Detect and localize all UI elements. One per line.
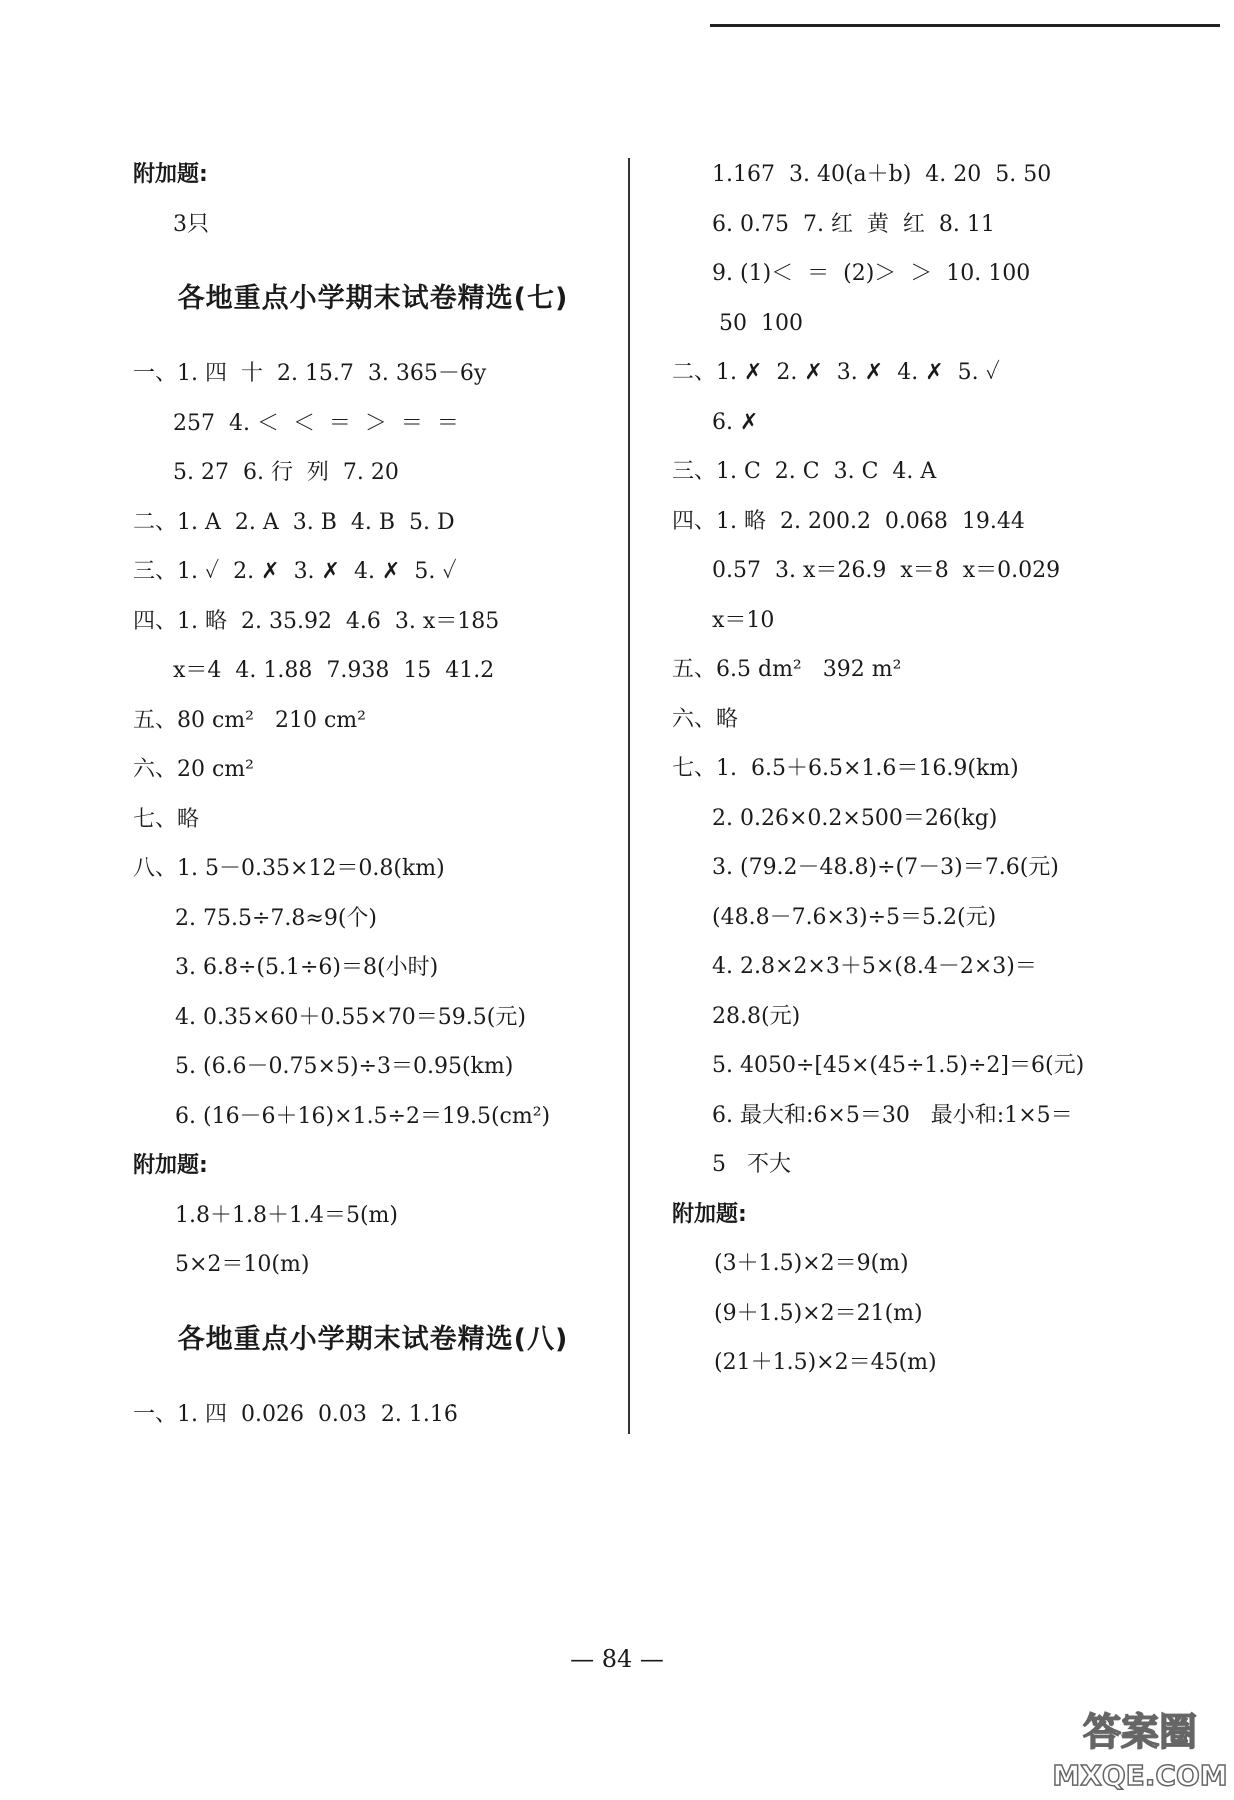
- answer-line: 五、6.5 dm² 392 m²: [672, 657, 902, 682]
- answer-line: 4. 2.8×2×3＋5×(8.4－2×3)＝: [712, 954, 1037, 979]
- extra-answer-line: 1.8＋1.8＋1.4＝5(m): [175, 1202, 398, 1228]
- answer-line: 257 4. ＜ ＜ ＝ ＞ ＝ ＝: [173, 410, 459, 436]
- answer-line: x＝10: [712, 607, 775, 633]
- answer-line: 二、1. A 2. A 3. B 4. B 5. D: [133, 509, 455, 535]
- extra-answer: 3只: [173, 211, 209, 237]
- answer-line: 4. 0.35×60＋0.55×70＝59.5(元): [175, 1004, 526, 1030]
- answer-line: 5. 4050÷[45×(45÷1.5)÷2]＝6(元): [712, 1053, 1085, 1078]
- extra-answers-2: [133, 1191, 613, 1290]
- answer-line: 5. 27 6. 行 列 7. 20: [173, 460, 399, 485]
- answer-line: (48.8－7.6×3)÷5＝5.2(元): [712, 904, 997, 930]
- answer-line: 二、1. ✗ 2. ✗ 3. ✗ 4. ✗ 5. ✓: [672, 360, 1000, 385]
- top-rule: [710, 24, 1220, 27]
- answers-right: [672, 150, 1142, 1190]
- answer-line: 9. (1)＜ ＝ (2)＞ ＞ 10. 100: [712, 261, 1031, 286]
- extra-answer-line: 5×2＝10(m): [175, 1252, 310, 1277]
- answer-line: 三、1. C 2. C 3. C 4. A: [672, 459, 937, 484]
- right-column: [672, 150, 1142, 1388]
- answer-line: 0.57 3. x＝26.9 x＝8 x＝0.029: [712, 558, 1061, 583]
- answer-line: 2. 75.5÷7.8≈9(个): [175, 905, 377, 931]
- answer-line: 3. (79.2－48.8)÷(7－3)＝7.6(元): [712, 855, 1059, 880]
- extra-heading: 附加题:: [133, 162, 208, 187]
- answers-7: [133, 349, 613, 1141]
- extra-heading-2: 附加题:: [133, 1153, 208, 1178]
- answer-line: 七、略: [133, 806, 200, 832]
- extra-answer-line: (9＋1.5)×2＝21(m): [714, 1300, 923, 1326]
- section-title-8: 各地重点小学期末试卷精选(八): [177, 1323, 569, 1355]
- answer-line: 八、1. 5－0.35×12＝0.8(km): [133, 856, 445, 881]
- answer-line: 六、略: [672, 706, 739, 732]
- answer-line: 一、1. 四 十 2. 15.7 3. 365－6y: [133, 361, 487, 386]
- answer-line: 四、1. 略 2. 200.2 0.068 19.44: [672, 508, 1025, 534]
- page-number: — 84 —: [570, 1645, 664, 1673]
- answer-line: 六、20 cm²: [133, 757, 254, 782]
- answer-line: 6. 最大和:6×5＝30 最小和:1×5＝: [712, 1102, 1073, 1128]
- extra-answer-line: (21＋1.5)×2＝45(m): [714, 1350, 937, 1375]
- answer-line: 50 100: [712, 310, 803, 336]
- answer-line: 6. 0.75 7. 红 黄 红 8. 11: [712, 211, 995, 237]
- watermark-logo: [1050, 1700, 1230, 1795]
- column-divider: [628, 158, 630, 1434]
- answer-line: 28.8(元): [712, 1003, 801, 1029]
- answer-line: 5 不大: [712, 1152, 791, 1177]
- section-title-7: 各地重点小学期末试卷精选(七): [177, 283, 569, 314]
- left-column: [133, 150, 613, 1439]
- extra-answers-right: [672, 1239, 1142, 1388]
- answer-line: 三、1. ✓ 2. ✗ 3. ✗ 4. ✗ 5. ✓: [133, 559, 457, 584]
- answer-line: 5. (6.6－0.75×5)÷3＝0.95(km): [175, 1054, 514, 1079]
- answer-line: 五、80 cm² 210 cm²: [133, 707, 366, 733]
- answer-line: 1.167 3. 40(a＋b) 4. 20 5. 50: [712, 162, 1052, 187]
- answer-line: 3. 6.8÷(5.1÷6)＝8(小时): [175, 955, 439, 980]
- svg-text:MXQE.COM: MXQE.COM: [1052, 1759, 1228, 1792]
- answer-line: 七、1. 6.5＋6.5×1.6＝16.9(km): [672, 756, 1019, 781]
- answer-line: 2. 0.26×0.2×500＝26(kg): [712, 805, 998, 831]
- answer-line: 6. ✗: [712, 409, 759, 435]
- svg-text:答案圈: 答案圈: [1082, 1710, 1198, 1754]
- answer-line-8: 一、1. 四 0.026 0.03 2. 1.16̇: [133, 1401, 458, 1427]
- answer-line: 6. (16－6＋16)×1.5÷2＝19.5(cm²): [175, 1103, 551, 1129]
- answer-line: 四、1. 略 2. 35.92 4.6 3. x＝185: [133, 608, 500, 634]
- extra-heading-right: 附加题:: [672, 1201, 747, 1227]
- answer-line: x＝4 4. 1.88 7.938 15 41.2: [173, 658, 495, 683]
- extra-answer-line: (3＋1.5)×2＝9(m): [714, 1251, 909, 1276]
